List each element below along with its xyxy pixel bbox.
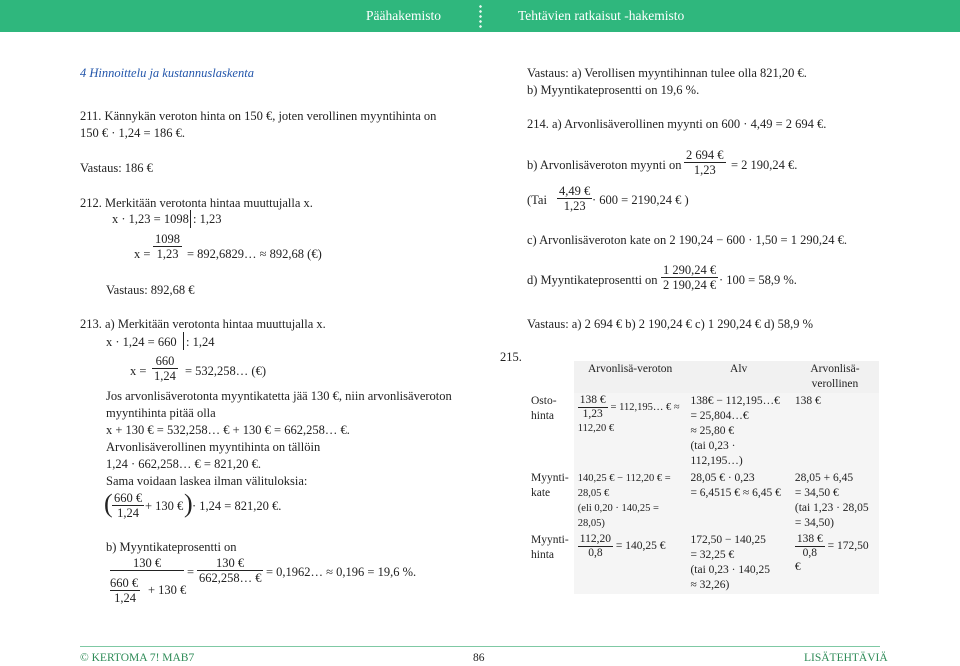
p213-eq3-mid: + 130 € xyxy=(145,499,184,513)
p212-eq2-lhs: x = xyxy=(134,247,151,261)
table-cell: 138 € xyxy=(791,393,879,470)
p212-op1: : 1,23 xyxy=(193,212,222,226)
p211-answer: Vastaus: 186 € xyxy=(80,161,153,175)
p214d-rhs: · 100 = 58,9 %. xyxy=(719,273,797,287)
p214b-fraction: $\frac{2 694 €}{1,23}$ xyxy=(686,148,724,177)
p213-text2: myyntihinta pitää olla xyxy=(106,406,216,420)
p212-fraction: $\frac{1098}{1,23}$ xyxy=(155,232,180,261)
p213b-rhs: = 0,1962… ≈ 0,196 = 19,6 %. xyxy=(266,565,417,579)
p214-tai-fraction: $\frac{4,49 €}{1,23}$ xyxy=(559,184,591,213)
p212-eq1: x · 1,23 = 1098 xyxy=(112,212,189,226)
p213-text6: Sama voidaan laskea ilman välituloksia: xyxy=(106,474,308,488)
p213-eq1: x · 1,24 = 660 xyxy=(106,335,177,349)
table-cell: 28,05 € · 0,23 = 6,4515 € ≈ 6,45 € xyxy=(686,470,790,532)
p213-eq2-lhs: x = xyxy=(130,364,147,378)
nav-separator xyxy=(479,4,482,28)
p213b-big-fraction: 130 € xyxy=(110,556,184,571)
p212-divider xyxy=(190,210,191,228)
p213-eq3-rhs: · 1,24 = 821,20 €. xyxy=(192,499,282,513)
p214c: c) Arvonlisäveroton kate on 2 190,24 − 600 · 1,50 = 1 290,24 €. xyxy=(527,233,847,247)
p213-b: b) Myyntikateprosentti on xyxy=(106,540,237,554)
table-cell: $\frac{112,20}{0,8}$ = 140,25 € xyxy=(574,532,687,594)
p212-line1: 212. Merkitään verotonta hintaa muuttujalla x. xyxy=(80,196,313,210)
page-number: 86 xyxy=(473,652,485,664)
top-nav-bar xyxy=(0,0,960,32)
p214b: b) Arvonlisäveroton myynti on xyxy=(527,158,682,172)
table-cell: 28,05 + 6,45 = 34,50 € (tai 1,23 · 28,05 = 34,50) xyxy=(791,470,879,532)
p211-line2: 150 € · 1,24 = 186 €. xyxy=(80,126,185,140)
table-row xyxy=(527,470,879,532)
table-cell: 140,25 € − 112,20 € = 28,05 € (eli 0,20 · 140,25 = 28,05) xyxy=(574,470,687,532)
footer-copyright: © KERTOMA 7! MAB7 xyxy=(80,652,195,664)
p215-label: 215. xyxy=(500,350,522,364)
p214b-rhs: = 2 190,24 €. xyxy=(731,158,798,172)
p211-line1: 211. Kännykän veroton hinta on 150 €, joten verollinen myyntihinta on xyxy=(80,109,437,123)
p213-line1: 213. a) Merkitään verotonta hintaa muuttujalla x. xyxy=(80,317,326,331)
p212-answer: Vastaus: 892,68 € xyxy=(106,283,195,297)
row-label: Osto-hinta xyxy=(527,393,574,470)
p213-eq2-rhs: = 532,258… (€) xyxy=(185,364,266,378)
p213b-fraction2: $\frac{130 €}{662,258\dots €}$ xyxy=(199,556,262,585)
table-cell: $\frac{138 €}{1,23}$ = 112,195… € ≈ 112,20 € xyxy=(574,393,687,470)
p214-tai-pre: (Tai xyxy=(527,193,547,207)
table-cell: 172,50 − 140,25 = 32,25 € (tai 0,23 · 140,25 ≈ 32,26) xyxy=(686,532,790,594)
p213-fraction: $\frac{660}{1,24}$ xyxy=(154,354,176,383)
row-label: Myynti-kate xyxy=(527,470,574,532)
table-215 xyxy=(527,361,879,594)
footer-extra-exercises-link[interactable]: LISÄTEHTÄVIÄ xyxy=(804,652,888,664)
ans214: Vastaus: a) 2 694 € b) 2 190,24 € c) 1 290,24 € d) 58,9 % xyxy=(527,317,814,331)
p213-paren-close: ) xyxy=(184,489,193,518)
table-cell: $\frac{138 €}{0,8}$ = 172,50 € xyxy=(791,532,879,594)
nav-solutions-index-link[interactable]: Tehtävien ratkaisut -hakemisto xyxy=(518,8,685,23)
table-row xyxy=(527,393,879,470)
row-label: Myynti-hinta xyxy=(527,532,574,594)
p213-paren-open: ( xyxy=(104,489,113,518)
p213-eq3-fraction: $\frac{660 €}{1,24}$ xyxy=(114,491,143,520)
table-cell: 138€ − 112,195…€ = 25,804…€ ≈ 25,80 € (tai 0,23 · 112,195…) xyxy=(686,393,790,470)
col-header-veroton: Arvonlisä-veroton xyxy=(574,361,687,393)
ans213b: b) Myyntikateprosentti on 19,6 %. xyxy=(527,83,700,97)
p213-text5: 1,24 · 662,258… € = 821,20 €. xyxy=(106,457,261,471)
nav-main-index-link[interactable]: Päähakemisto xyxy=(366,8,441,23)
p213-text3: x + 130 € = 532,258… € + 130 € = 662,258… €. xyxy=(106,423,350,437)
p213-op1: : 1,24 xyxy=(186,335,215,349)
p213-text1: Jos arvonlisäverotonta myyntikatetta jää 130 €, niin arvonlisäveroton xyxy=(106,389,452,403)
p214-tai-rhs: · 600 = 2190,24 € ) xyxy=(592,193,689,207)
footer-divider xyxy=(80,646,880,647)
ans213a: Vastaus: a) Verollisen myyntihinnan tulee olla 821,20 €. xyxy=(527,66,807,80)
table-row xyxy=(527,532,879,594)
p212-eq2-rhs: = 892,6829… ≈ 892,68 (€) xyxy=(187,247,322,261)
col-header-alv: Alv xyxy=(686,361,790,393)
p214a: 214. a) Arvonlisäverollinen myynti on 600 · 4,49 = 2 694 €. xyxy=(527,117,827,131)
p213-text4: Arvonlisäverollinen myyntihinta on tällöin xyxy=(106,440,321,454)
chapter-title: 4 Hinnoittelu ja kustannuslaskenta xyxy=(80,66,254,80)
p214d: d) Myyntikateprosentti on xyxy=(527,273,658,287)
col-header-verollinen: Arvonlisä-verollinen xyxy=(791,361,879,393)
p213-divider xyxy=(183,332,184,350)
p214d-fraction: $\frac{1 290,24 €}{2 190,24 €}$ xyxy=(663,263,717,292)
